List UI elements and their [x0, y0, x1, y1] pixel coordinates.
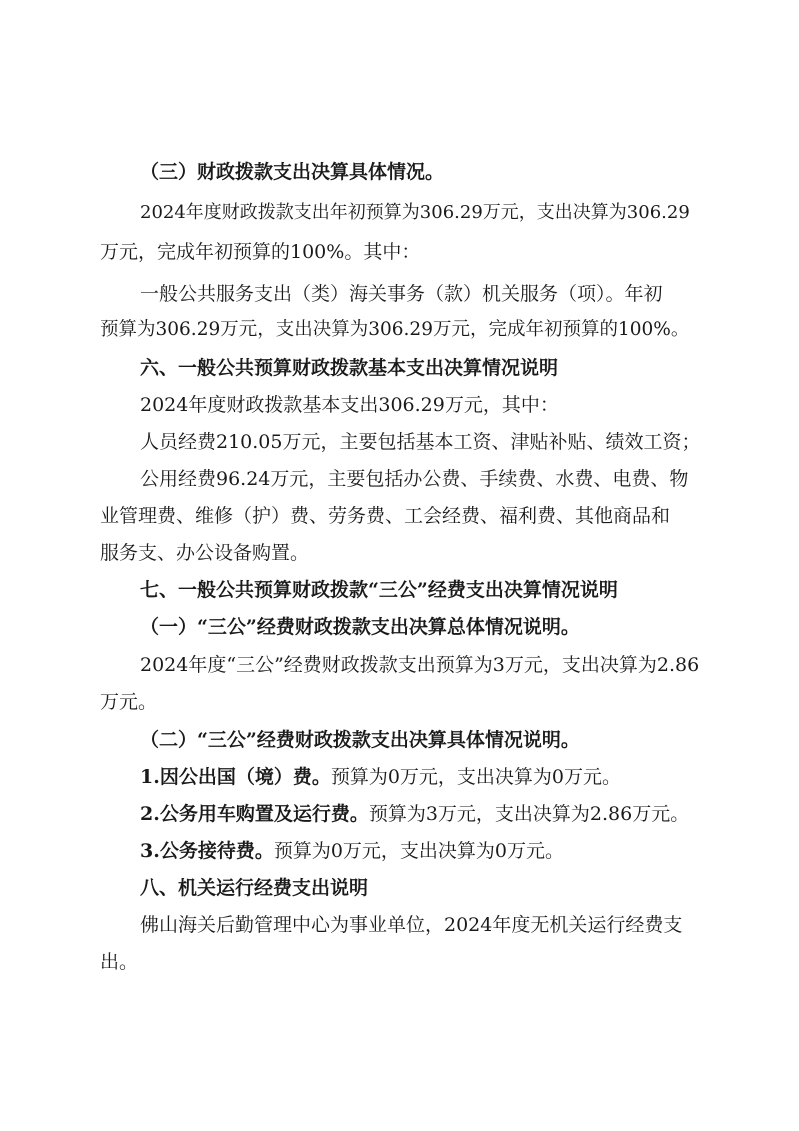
list-item-label: 1.因公出国（境）费。 — [140, 766, 331, 788]
paragraph-line: 万元。 — [100, 691, 158, 713]
list-item-label: 2.公务用车购置及运行费。 — [140, 803, 369, 825]
list-item-label: 3.公务接待费。 — [140, 840, 274, 862]
list-item-text: 预算为3万元，支出决算为2.86万元。 — [368, 803, 690, 825]
list-item-2 — [140, 802, 700, 826]
section-3-heading: （三）财政拨款支出决算具体情况。 — [140, 161, 445, 183]
list-item-1 — [140, 765, 700, 789]
paragraph-line: 业管理费、维修（护）费、劳务费、工会经费、福利费、其他商品和 — [100, 505, 671, 527]
list-item-3 — [140, 839, 700, 863]
section-8-heading: 八、机关运行经费支出说明 — [140, 877, 369, 899]
paragraph-line: 一般公共服务支出（类）海关事务（款）机关服务（项）。年初 — [140, 283, 663, 305]
section-7-1-heading: （一）“三公”经费财政拨款支出决算总体情况说明。 — [140, 616, 580, 638]
paragraph-line: 公用经费96.24万元，主要包括办公费、手续费、水费、电费、物 — [140, 468, 689, 490]
paragraph-line: 佛山海关后勤管理中心为事业单位，2024年度无机关运行经费支 — [140, 914, 683, 936]
paragraph-line: 2024年度财政拨款支出年初预算为306.29万元，支出决算为306.29 — [140, 202, 690, 223]
section-6-heading: 六、一般公共预算财政拨款基本支出决算情况说明 — [140, 357, 559, 379]
paragraph-line: 预算为306.29万元，支出决算为306.29万元，完成年初预算的100%。 — [100, 319, 690, 340]
paragraph-line: 万元，完成年初预算的100%。其中： — [100, 241, 421, 263]
list-item-text: 预算为0万元，支出决算为0万元。 — [330, 766, 622, 788]
paragraph-line: 人员经费210.05万元，主要包括基本工资、津贴补贴、绩效工资； — [140, 431, 701, 453]
section-7-2-heading: （二）“三公”经费财政拨款支出决算具体情况说明。 — [140, 729, 580, 751]
paragraph-line: 服务支、办公设备购置。 — [100, 542, 310, 564]
section-7-heading: 七、一般公共预算财政拨款“三公”经费支出决算情况说明 — [140, 579, 618, 601]
paragraph-line: 2024年度财政拨款基本支出306.29万元，其中： — [140, 394, 559, 416]
paragraph-line: 出。 — [100, 951, 139, 973]
paragraph-line: 2024年度“三公”经费财政拨款支出预算为3万元，支出决算为2.86 — [140, 654, 700, 676]
list-item-text: 预算为0万元，支出决算为0万元。 — [273, 840, 565, 862]
